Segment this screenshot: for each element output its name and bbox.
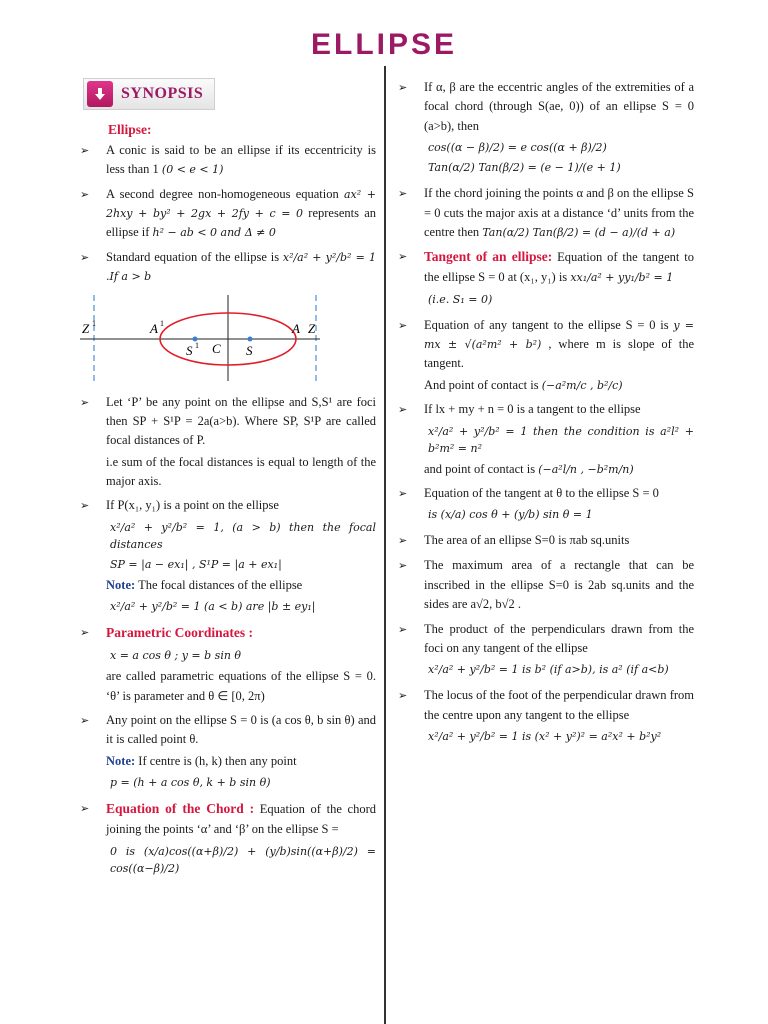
label-a: A — [292, 320, 300, 336]
item-text: are called parametric equations of the ellipse S = 0. ‘θ’ is parameter and θ ∈ [0, 2π) — [106, 669, 376, 703]
list-item — [398, 78, 694, 179]
list-item — [80, 248, 376, 287]
list-item — [398, 620, 694, 682]
arrowhead-bullet-icon: ➢ — [80, 500, 90, 513]
heading-tangent: Tangent of an ellipse: — [424, 249, 553, 265]
item-text: A second degree non-homogeneous equation — [106, 186, 339, 201]
arrowhead-bullet-icon: ➢ — [80, 396, 90, 409]
label-s1-sup: 1 — [195, 340, 199, 350]
arrowhead-bullet-icon: ➢ — [398, 488, 408, 501]
item-text: Equation of the tangent to the ellipse S = 0 at (x₁, y₁) is — [424, 250, 695, 285]
item-formula: SP = |a − ex₁| , S¹P = |a + ex₁| — [110, 557, 282, 571]
arrowhead-bullet-icon: ➢ — [80, 144, 90, 157]
label-a1-sup: 1 — [160, 318, 164, 328]
list-item — [398, 531, 694, 551]
item-text: i.e sum of the focal distances is equal to length of the major axis. — [106, 454, 376, 489]
item-formula: x²/a² + y²/b² = 1 then the condition is a²l² + b²m² = n² — [428, 424, 694, 455]
item-text: Let ‘P’ be any point on the ellipse and S,S¹ are foci then SP + S¹P = 2a(a>b). Where SP, S¹P are called focal distances of P. — [106, 394, 376, 448]
right-column — [398, 78, 694, 753]
item-text: The locus of the foot of the perpendicular drawn from the centre upon any tangent to the ellipse — [424, 688, 694, 722]
item-formula: is (x/a) cos θ + (y/b) sin θ = 1 — [428, 508, 593, 522]
ellipse-diagram — [80, 293, 320, 383]
label-s: S — [246, 342, 253, 358]
item-text: And point of contact is — [424, 377, 539, 392]
arrowhead-bullet-icon: ➢ — [398, 82, 408, 94]
list-item — [80, 185, 376, 243]
list-item — [398, 184, 694, 242]
list-item — [80, 711, 376, 794]
item-formula: (i.e. S₁ = 0) — [428, 292, 493, 306]
item-formula: 0 is (x/a)cos((α+β)/2) + (y/b)sin((α+β)/2) = cos((α−β)/2) — [110, 844, 376, 875]
item-text: If the chord joining the points α and β on the ellipse S = 0 cuts the major axis at a distance ‘d’ units from the centre then — [424, 186, 694, 239]
left-column — [80, 78, 376, 885]
list-item — [80, 623, 376, 706]
label-s1: S — [186, 342, 193, 358]
heading-chord: Equation of the Chord : — [106, 801, 255, 817]
arrowhead-bullet-icon: ➢ — [398, 404, 408, 417]
item-text: If lx + my + n = 0 is a tangent to the ellipse — [424, 402, 641, 417]
item-formula: x²/a² + y²/b² = 1 .If a > b — [106, 250, 376, 284]
label-z1-sup: 1 — [92, 318, 96, 328]
item-text: If P(x₁, y₁) is a point on the ellipse — [106, 498, 279, 513]
item-formula: x = a cos θ ; y = b sin θ — [110, 649, 242, 663]
item-formula: ax² + 2hxy + by² + 2gx + 2fy + c = 0 — [106, 187, 376, 221]
item-text: Any point on the ellipse S = 0 is (a cos θ, b sin θ) and it is called point θ. — [106, 713, 376, 747]
list-item — [80, 393, 376, 492]
arrowhead-bullet-icon: ➢ — [398, 560, 408, 573]
arrowhead-bullet-icon: ➢ — [80, 715, 90, 728]
arrowhead-bullet-icon: ➢ — [398, 251, 408, 264]
label-c: C — [212, 340, 221, 356]
label-z: Z — [308, 320, 316, 336]
list-item — [398, 316, 694, 396]
arrowhead-bullet-icon: ➢ — [398, 623, 408, 636]
list-item — [398, 247, 694, 310]
heading-ellipse: Ellipse: — [108, 122, 152, 137]
page-title: ELLIPSE — [310, 28, 458, 61]
arrowhead-bullet-icon: ➢ — [398, 690, 408, 703]
item-text: Equation of the tangent at θ to the ellipse S = 0 — [424, 486, 659, 501]
list-item — [80, 799, 376, 879]
item-formula: (0 < e < 1) — [161, 163, 224, 177]
item-formula: x²/a² + y²/b² = 1 (a < b) are |b ± ey₁| — [110, 600, 316, 614]
item-formula: cos((α − β)/2) = e cos((α + β)/2) — [428, 141, 607, 155]
item-text: If centre is (h, k) then any point — [138, 753, 297, 768]
item-text: If α, β are the eccentric angles of the extremities of a focal chord (through S(ae, 0)) of an ellipse S = 0 (a>b), then — [424, 80, 694, 133]
synopsis-badge — [83, 78, 215, 110]
item-formula: h² − ab < 0 and Δ ≠ 0 — [152, 226, 276, 240]
item-text: The product of the perpendiculars drawn from the foci on any tangent of the ellipse — [424, 621, 694, 655]
item-text: , where m is slope of the tangent. — [424, 337, 695, 371]
item-formula: y = mx ± √(a²m² + b²) — [424, 318, 694, 352]
list-item — [398, 400, 694, 479]
item-formula: p = (h + a cos θ, k + b sin θ) — [110, 776, 271, 790]
arrowhead-bullet-icon: ➢ — [80, 251, 90, 264]
item-text: Equation of any tangent to the ellipse S = 0 is — [424, 317, 669, 332]
item-formula: x²/a² + y²/b² = 1 is (x² + y²)² = a²x² + b²y² — [428, 730, 662, 744]
arrowhead-bullet-icon: ➢ — [80, 803, 90, 816]
list-item — [80, 496, 376, 618]
item-formula: x²/a² + y²/b² = 1 is b² (if a>b), is a² (if a<b) — [428, 663, 669, 677]
synopsis-label: SYNOPSIS — [121, 84, 204, 102]
item-formula: Tan(α/2) Tan(β/2) = (e − 1)/(e + 1) — [428, 161, 621, 175]
note-label: Note: — [106, 577, 136, 592]
item-text: represents an ellipse if — [106, 206, 377, 240]
item-formula: Tan(α/2) Tan(β/2) = (d − a)/(d + a) — [482, 225, 676, 239]
list-item — [80, 141, 376, 180]
heading-parametric: Parametric Coordinates : — [106, 625, 253, 641]
arrowhead-bullet-icon: ➢ — [398, 188, 408, 201]
note-label: Note: — [106, 753, 136, 768]
item-text: The focal distances of the ellipse — [138, 577, 303, 592]
column-divider — [384, 66, 386, 1024]
label-a1: A — [150, 320, 158, 336]
list-item — [398, 484, 694, 526]
arrowhead-bullet-icon: ➢ — [398, 535, 408, 548]
item-text: A conic is said to be an ellipse if its eccentricity is less than 1 — [106, 142, 376, 177]
item-formula: xx₁/a² + yy₁/b² = 1 — [570, 271, 674, 285]
arrowhead-bullet-icon: ➢ — [80, 188, 90, 201]
arrowhead-bullet-icon: ➢ — [80, 627, 90, 640]
item-text: Equation of the chord joining the points ‘α’ and ‘β’ on the ellipse S = — [106, 802, 377, 837]
item-text: and point of contact is — [424, 461, 536, 476]
item-formula: x²/a² + y²/b² = 1, (a > b) then the focal distances — [110, 520, 376, 551]
item-text: The area of an ellipse S=0 is πab sq.units — [424, 533, 630, 548]
item-formula: (−a²m/c , b²/c) — [541, 378, 623, 392]
list-item — [398, 556, 694, 614]
arrow-down-icon — [87, 81, 113, 107]
arrowhead-bullet-icon: ➢ — [398, 319, 408, 332]
item-text: Standard equation of the ellipse is — [106, 249, 280, 264]
label-z1: Z — [82, 320, 90, 336]
list-item — [398, 686, 694, 748]
item-formula: (−a²l/n , −b²m/n) — [538, 462, 634, 476]
item-text: The maximum area of a rectangle that can be inscribed in the ellipse S=0 is 2ab sq.units and the sides are a√2, b√2 . — [424, 558, 694, 612]
